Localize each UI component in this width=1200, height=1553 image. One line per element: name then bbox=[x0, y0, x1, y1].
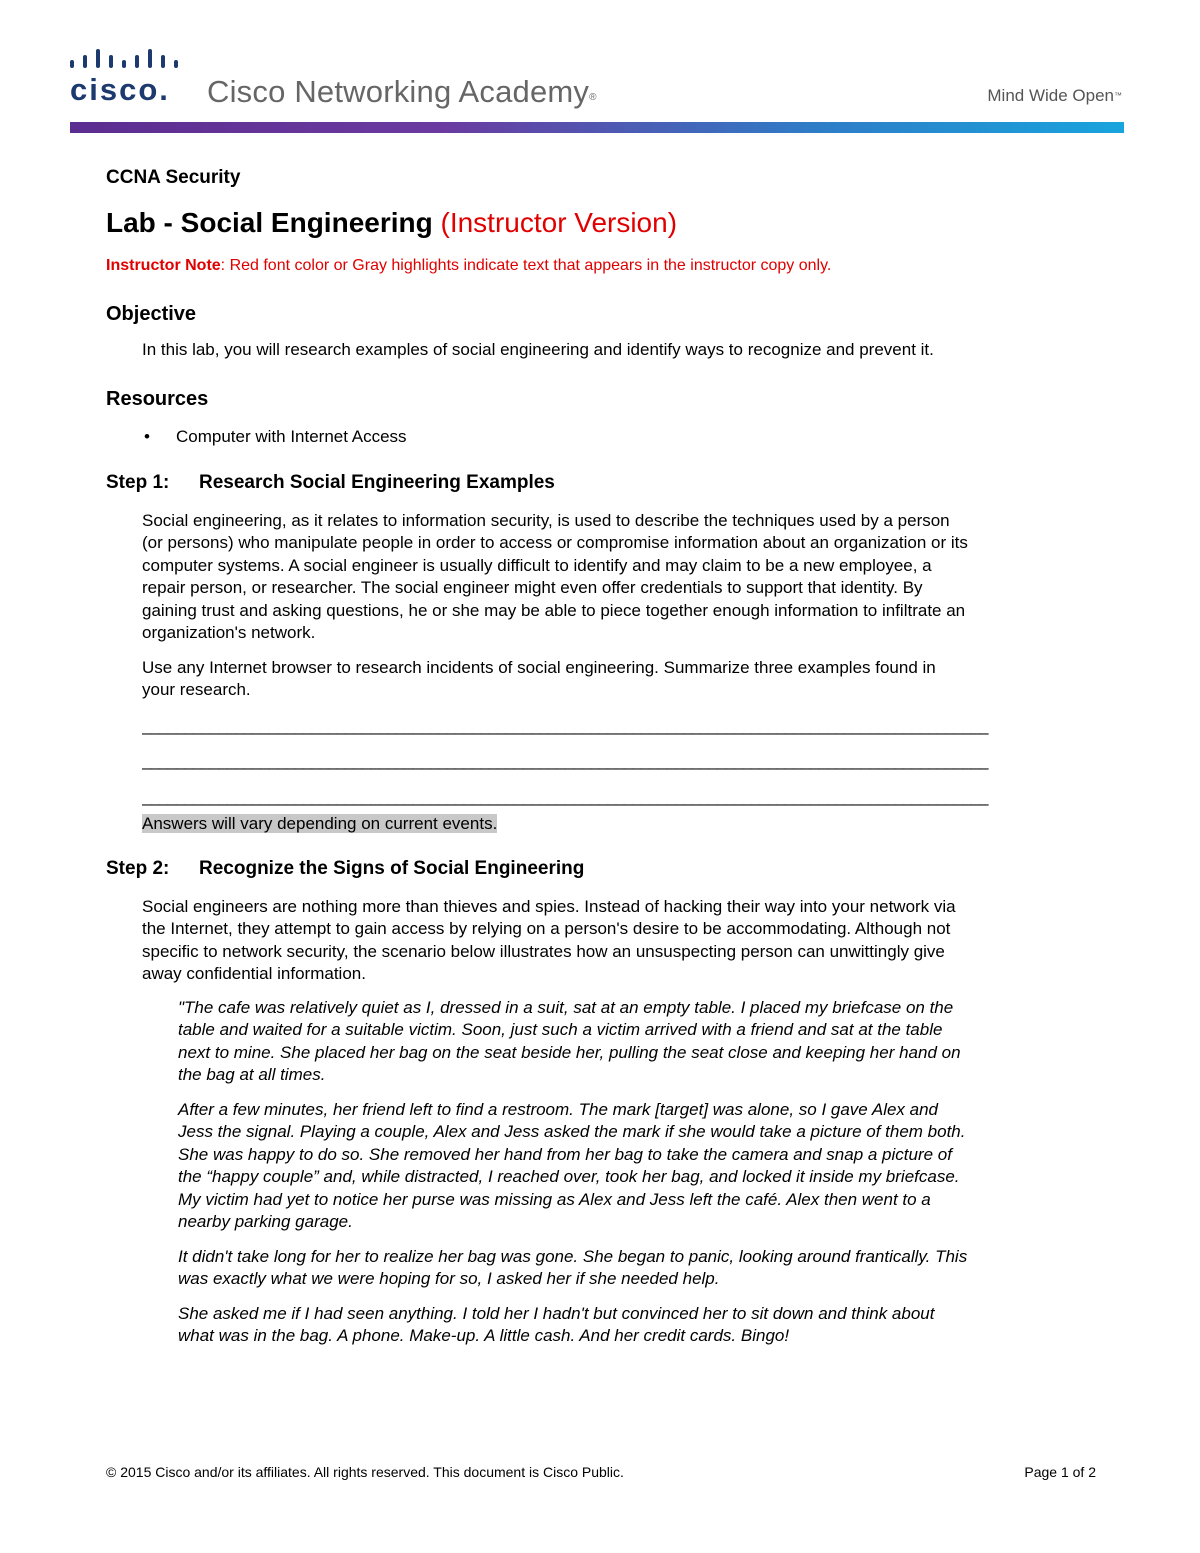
scenario-quote-paragraph: She asked me if I had seen anything. I told her I hadn't but convinced her to sit down and think about what was in the bag. A phone. Make-up. A little cash. And her credit cards. Bingo! bbox=[178, 1303, 935, 1345]
instructor-note: Instructor Note: Red font color or Gray highlights indicate text that appears in the instructor copy only. bbox=[106, 257, 832, 274]
resource-item: • Computer with Internet Access bbox=[142, 426, 1106, 448]
resources-heading: Resources bbox=[106, 387, 209, 410]
step1-task: Use any Internet browser to research incidents of social engineering. Summarize three examples found in your research. bbox=[142, 657, 936, 699]
scenario-quote-paragraph: It didn't take long for her to realize her bag was gone. She began to panic, looking around frantically. This was exactly what we were hoping for so, I asked her if she needed help. bbox=[178, 1246, 968, 1288]
document-body bbox=[106, 165, 1106, 1348]
page-footer bbox=[106, 1463, 1096, 1481]
scenario-quote-paragraph: "The cafe was relatively quiet as I, dressed in a suit, sat at an empty table. I placed my briefcase on the table and waited for a suitable victim. Soon, just such a victim arrived with a friend and sat at the table next to mine. She placed her bag on the seat beside her, pulling the seat close and keeping her hand on the bag at all times. bbox=[178, 997, 961, 1084]
copyright-text: © 2015 Cisco and/or its affiliates. All rights reserved. This document is Cisco Public. bbox=[106, 1464, 624, 1480]
answer-line: ____________________________________________________________________________________________________ bbox=[142, 715, 988, 735]
step1-intro: Social engineering, as it relates to information security, is used to describe the techniques used by a person (or persons) who manipulate people in order to access or compromise information about an organization or its computer systems. A social engineer is usually difficult to identify and may claim to be a new employee, a repair person, or researcher. The social engineer might even offer credentials to support that identity. By gaining trust and asking questions, he or she may be able to piece together enough information to infiltrate an organization's network. bbox=[142, 510, 968, 642]
answer-blanks bbox=[142, 715, 1106, 836]
objective-heading: Objective bbox=[106, 303, 197, 325]
header-gradient-bar bbox=[70, 122, 1124, 133]
title-main: Lab - Social Engineering bbox=[106, 207, 433, 238]
academy-name: Cisco Networking Academy® bbox=[207, 74, 597, 109]
step2-heading: Step 2: Recognize the Signs of Social Engineering bbox=[106, 857, 585, 879]
step1-heading: Step 1: Research Social Engineering Examples bbox=[106, 471, 555, 493]
tagline: Mind Wide Open™ bbox=[987, 86, 1122, 105]
instructor-answer: Answers will vary depending on current events. bbox=[142, 814, 498, 833]
cisco-wordmark: cisco. bbox=[70, 72, 170, 107]
page-title bbox=[106, 205, 1106, 241]
course-name: CCNA Security bbox=[106, 167, 241, 188]
cisco-logo bbox=[70, 44, 180, 107]
step2-intro: Social engineers are nothing more than thieves and spies. Instead of hacking their way into your network via the Internet, they attempt to gain access by relying on a person's desire to be accommodating. Although not specific to network security, the scenario below illustrates how an unsuspecting person can unwittingly give away confidential information. bbox=[142, 896, 956, 983]
objective-text: In this lab, you will research examples of social engineering and identify ways to recognize and prevent it. bbox=[142, 340, 934, 359]
title-version: (Instructor Version) bbox=[440, 207, 678, 238]
answer-line: ____________________________________________________________________________________________________ bbox=[142, 786, 988, 806]
page-number: Page 1 of 2 bbox=[1024, 1464, 1096, 1480]
scenario-quote-paragraph: After a few minutes, her friend left to find a restroom. The mark [target] was alone, so I gave Alex and Jess the signal. Playing a couple, Alex and Jess asked the mark if she would take a picture of them both. She was happy to do so. She removed her hand from her bag to take the camera and snap a picture of the “happy couple” and, while distracted, I reached over, took her bag, and locked it inside my briefcase. My victim had yet to notice her purse was missing as Alex and Jess left the café. Alex then went to a nearby parking garage. bbox=[178, 1099, 966, 1231]
cisco-bars-icon bbox=[70, 44, 180, 74]
answer-line: ____________________________________________________________________________________________________ bbox=[142, 751, 988, 770]
